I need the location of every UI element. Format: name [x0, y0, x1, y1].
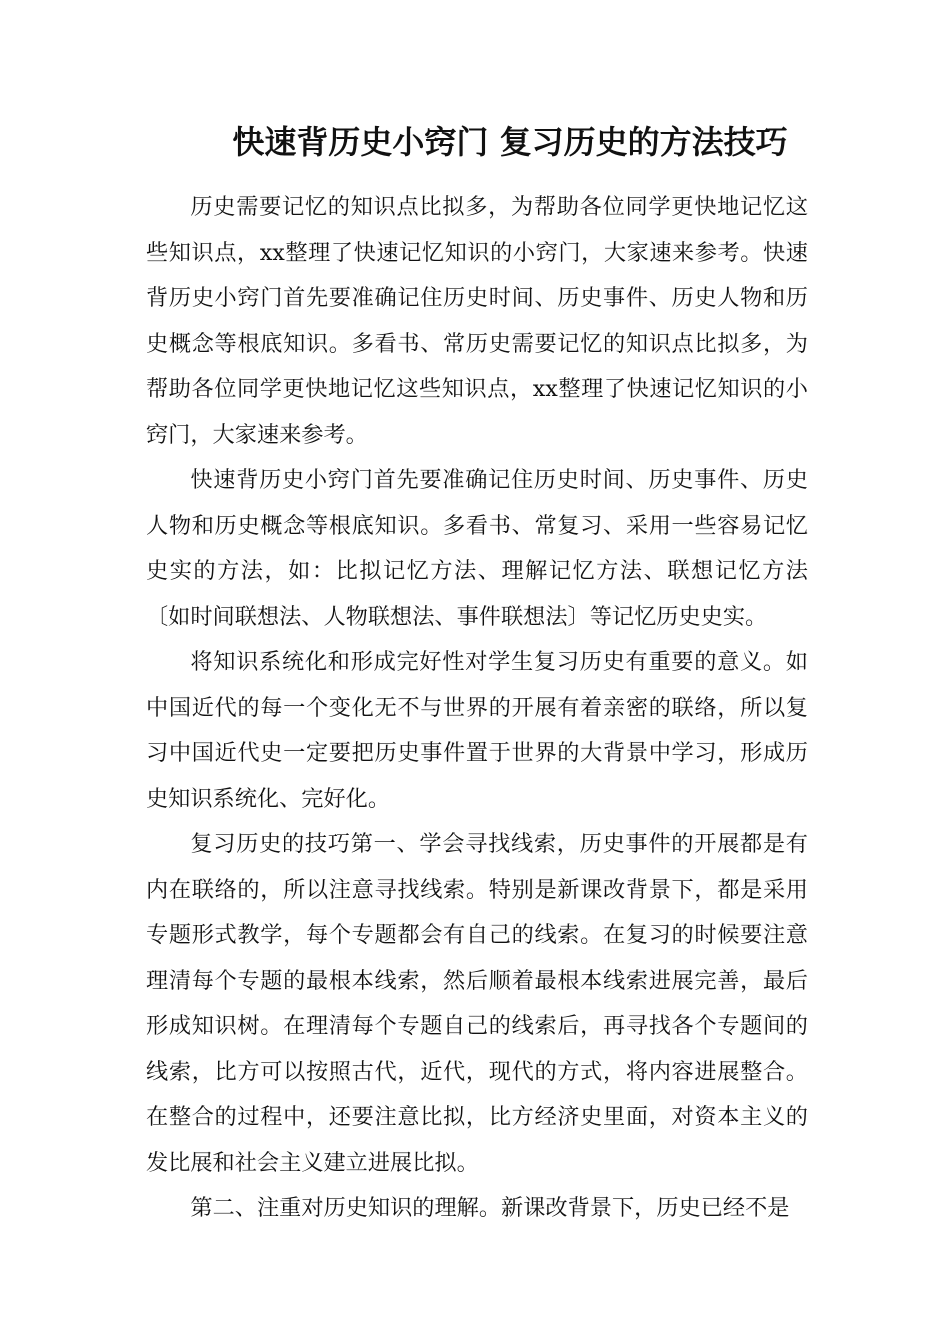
paragraph-5: 第二、注重对历史知识的理解。新课改背景下，历史已经不是 — [190, 1195, 790, 1221]
paragraph-2: 快速背历史小窍门首先要准确记住历史时间、历史事件、历史人物和历史概念等根底知识。多看书、常复习、采用一些容易记忆史实的方法，如：比拟记忆方法、理解记忆方法、联想记忆方法〔如时间联想法、人物联想法、事件联想法〕等记忆历史史实。 — [146, 467, 808, 630]
document-title: 快速背历史小窍门 复习历史的方法技巧 — [232, 123, 788, 161]
document-body — [146, 185, 808, 1232]
paragraph-1: 历史需要记忆的知识点比拟多，为帮助各位同学更快地记忆这些知识点，xx整理了快速记忆知识的小窍门，大家速来参考。快速背历史小窍门首先要准确记住历史时间、历史事件、历史人物和历史概念等根底知识。多看书、常历史需要记忆的知识点比拟多，为帮助各位同学更快地记忆这些知识点，xx整理了快速记忆知识的小窍门，大家速来参考。 — [146, 194, 808, 448]
paragraph-3: 将知识系统化和形成完好性对学生复习历史有重要的意义。如中国近代的每一个变化无不与世界的开展有着亲密的联络，所以复习中国近代史一定要把历史事件置于世界的大背景中学习，形成历史知识系统化、完好化。 — [146, 649, 808, 812]
paragraph-4: 复习历史的技巧第一、学会寻找线索，历史事件的开展都是有内在联络的，所以注意寻找线索。特别是新课改背景下，都是采用专题形式教学，每个专题都会有自己的线索。在复习的时候要注意理清每个专题的最根本线索，然后顺着最根本线索进展完善，最后形成知识树。在理清每个专题自己的线索后，再寻找各个专题间的线索，比方可以按照古代，近代，现代的方式，将内容进展整合。在整合的过程中，还要注意比拟，比方经济史里面，对资本主义的发比展和社会主义建立进展比拟。 — [146, 831, 808, 1176]
